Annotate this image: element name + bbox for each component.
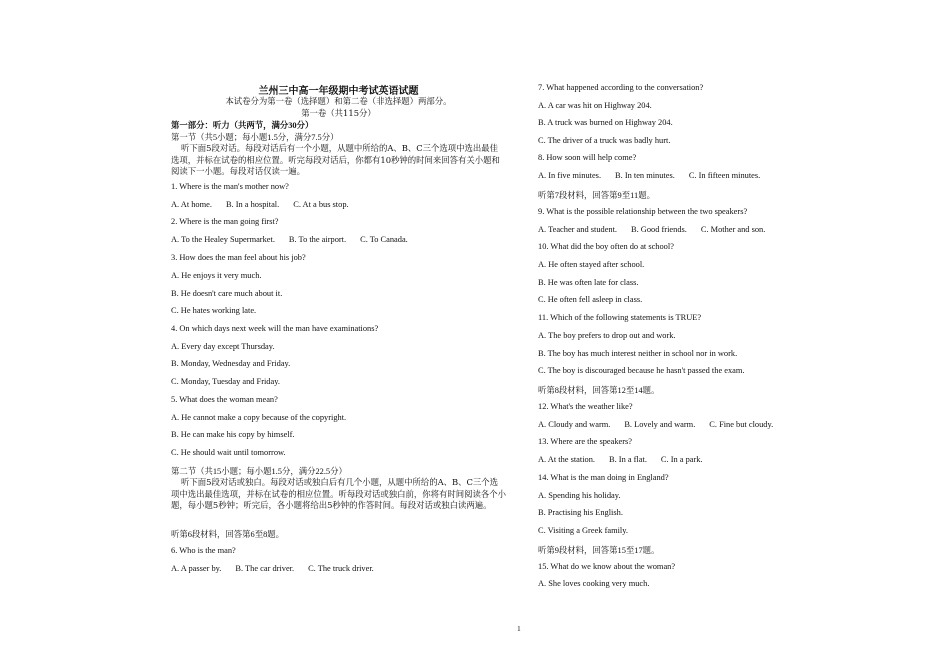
material-9-note: 听第9段材料，回答第15至17题。 (538, 546, 660, 555)
question-12-options (538, 420, 787, 429)
option-a: A. To the Healey Supermarket. (171, 235, 275, 244)
exam-title: 兰州三中高一年级期中考试英语试题 (258, 86, 419, 97)
section1-heading: 第一节（共5小题；每小题1.5分，满分7.5分） (171, 133, 339, 142)
option-b: B. In a hospital. (225, 200, 280, 209)
option-b: B. The car driver. (235, 564, 295, 573)
question-14-option-a: A. Spending his holiday. (538, 491, 621, 500)
option-a: A. Teacher and student. (538, 225, 618, 234)
option-c: C. Mother and son. (700, 225, 766, 234)
option-c: C. In a park. (660, 455, 703, 464)
option-c: C. Fine but cloudy. (709, 420, 774, 429)
section2-heading: 第二节（共15小题；每小题1.5分，满分22.5分） (171, 467, 347, 476)
question-5-option-c: C. He should wait until tomorrow. (171, 448, 286, 457)
question-3-option-a: A. He enjoys it very much. (171, 271, 262, 280)
option-b: B. In a flat. (609, 455, 647, 464)
option-a: A. A passer by. (171, 564, 222, 573)
question-4-option-b: B. Monday, Wednesday and Friday. (171, 359, 291, 368)
question-5-option-b: B. He can make his copy by himself. (171, 430, 295, 439)
option-b: B. Lovely and warm. (624, 420, 696, 429)
question-3: 3. How does the man feel about his job? (171, 253, 306, 262)
question-14: 14. What is the man doing in England? (538, 473, 669, 482)
question-1: 1. Where is the man's mother now? (171, 182, 289, 191)
option-a: A. In five minutes. (538, 171, 602, 180)
option-a: A. Cloudy and warm. (538, 420, 611, 429)
question-11: 11. Which of the following statements is TRUE? (538, 313, 702, 322)
option-c: C. In fifteen minutes. (688, 171, 761, 180)
question-3-option-c: C. He hates working late. (171, 306, 257, 315)
exam-intro: 本试卷分为第一卷（选择题）和第二卷（非选择题）两部分。 (225, 96, 452, 106)
section1-instructions: 听下面5段对话。每段对话后有一个小题，从题中所给的A、B、C三个选项中选出最佳选项，并标在试卷的相应位置。听完每段对话后，你都有10秒钟的时间来回答有关小题和阅读下一小题。每段对话仅读一遍。 (171, 143, 500, 177)
question-15-option-a: A. She loves cooking very much. (538, 579, 650, 588)
option-c: C. To Canada. (360, 235, 408, 244)
question-8: 8. How soon will help come? (538, 153, 637, 162)
option-b: B. Good friends. (631, 225, 687, 234)
question-7: 7. What happened according to the conversation? (538, 83, 704, 92)
question-11-option-b: B. The boy has much interest neither in school nor in work. (538, 349, 738, 358)
question-10-option-b: B. He was often late for class. (538, 278, 639, 287)
material-7-note: 听第7段材料，回答第9至11题。 (538, 191, 655, 200)
question-15: 15. What do we know about the woman? (538, 562, 676, 571)
question-10-option-a: A. He often stayed after school. (538, 260, 645, 269)
section2-instructions: 听下面5段对话或独白。每段对话或独白后有几个小题，从题中所给的A、B、C三个选项中选出最佳选项，并标在试卷的相应位置。听每段对话或独白前，你将有时间阅读各个小题，每小题5秒钟；听完后，各小题将给出5秒钟的作答时间。每段对话或独白读两遍。 (171, 477, 506, 511)
question-6-options (171, 564, 388, 573)
question-4-option-a: A. Every day except Thursday. (171, 342, 275, 351)
question-10-option-c: C. He often fell asleep in class. (538, 295, 643, 304)
material-8-note: 听第8段材料，回答第12至14题。 (538, 386, 660, 395)
question-14-option-c: C. Visiting a Greek family. (538, 526, 628, 535)
question-12: 12. What's the weather like? (538, 402, 633, 411)
option-c: C. At a bus stop. (293, 200, 349, 209)
question-5: 5. What does the woman mean? (171, 395, 278, 404)
question-7-option-b: B. A truck was burned on Highway 204. (538, 118, 673, 127)
question-9-options (538, 225, 779, 234)
option-a: A. At home. (171, 200, 212, 209)
question-10: 10. What did the boy often do at school? (538, 242, 674, 251)
question-2: 2. Where is the man going first? (171, 217, 279, 226)
option-b: B. In ten minutes. (615, 171, 675, 180)
question-4: 4. On which days next week will the man have examinations? (171, 324, 379, 333)
part1-heading: 第一部分：听力（共两节，满分30分） (171, 121, 314, 130)
question-2-options (171, 235, 422, 244)
option-a: A. At the station. (538, 455, 595, 464)
question-11-option-a: A. The boy prefers to drop out and work. (538, 331, 676, 340)
question-9: 9. What is the possible relationship between the two speakers? (538, 207, 748, 216)
question-1-options (171, 200, 363, 209)
option-c: C. The truck driver. (308, 564, 374, 573)
question-13: 13. Where are the speakers? (538, 437, 633, 446)
question-5-option-a: A. He cannot make a copy because of the copyright. (171, 413, 347, 422)
volume-heading: 第一卷（共115分） (301, 108, 376, 118)
question-7-option-c: C. The driver of a truck was badly hurt. (538, 136, 671, 145)
question-3-option-b: B. He doesn't care much about it. (171, 289, 283, 298)
question-14-option-b: B. Practising his English. (538, 508, 623, 517)
question-11-option-c: C. The boy is discouraged because he hasn't passed the exam. (538, 366, 745, 375)
page-number: 1 (517, 624, 521, 633)
question-8-options (538, 171, 774, 180)
question-7-option-a: A. A car was hit on Highway 204. (538, 101, 652, 110)
question-4-option-c: C. Monday, Tuesday and Friday. (171, 377, 280, 386)
question-13-options (538, 455, 717, 464)
option-b: B. To the airport. (288, 235, 347, 244)
material-6-note: 听第6段材料，回答第6至8题。 (171, 530, 285, 539)
question-6: 6. Who is the man? (171, 546, 236, 555)
